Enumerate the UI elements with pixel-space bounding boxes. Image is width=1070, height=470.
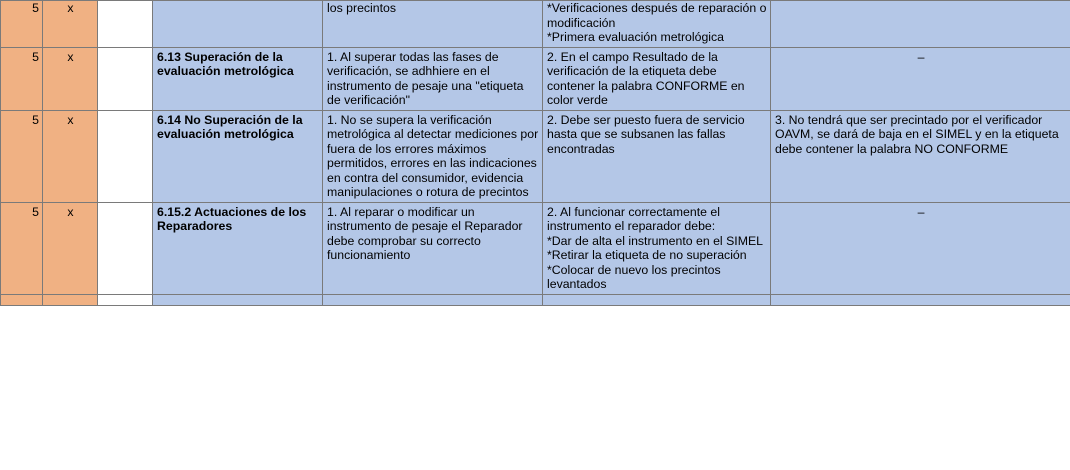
table-row bbox=[1, 47, 1070, 110]
row-col1: 1. No se supera la verificación metrológica al detectar mediciones por fuera de los errores máximos permitidos, errores en las indicaciones en contra del consumidor, evidencia manipulaciones o rotura de precintos bbox=[327, 112, 539, 199]
row-number: 5 bbox=[32, 112, 39, 127]
row-mark-cell bbox=[43, 110, 98, 202]
row-col2-cell bbox=[543, 110, 771, 202]
row-number: 5 bbox=[32, 1, 39, 15]
row-mark: x bbox=[67, 49, 74, 64]
row-blank-cell bbox=[98, 294, 153, 305]
row-concept: 6.13 Superación de la evaluación metrológica bbox=[157, 49, 294, 78]
row-col1-cell bbox=[323, 47, 543, 110]
row-number-cell bbox=[1, 110, 43, 202]
row-col2-cell bbox=[543, 1, 771, 48]
row-number-cell bbox=[1, 202, 43, 294]
row-mark: x bbox=[67, 112, 74, 127]
row-number-cell bbox=[1, 1, 43, 48]
row-concept: 6.15.2 Actuaciones de los Reparadores bbox=[157, 204, 307, 233]
table-row bbox=[1, 1, 1070, 48]
row-col2-cell bbox=[543, 294, 771, 305]
row-col2: 2. Debe ser puesto fuera de servicio hasta que se subsanen las fallas encontradas bbox=[547, 112, 745, 156]
row-col3-cell bbox=[771, 47, 1070, 110]
row-concept-cell bbox=[153, 47, 323, 110]
row-blank-cell bbox=[98, 1, 153, 48]
table-row bbox=[1, 294, 1070, 305]
row-number: 5 bbox=[32, 49, 39, 64]
row-blank-cell bbox=[98, 47, 153, 110]
row-concept-cell bbox=[153, 294, 323, 305]
row-col3-cell bbox=[771, 1, 1070, 48]
row-concept-cell bbox=[153, 110, 323, 202]
row-col2: 2. Al funcionar correctamente el instrumento el reparador debe: *Dar de alta el instrumento en el SIMEL *Retirar la etiqueta de no superación *Colocar de nuevo los precintos levantados bbox=[547, 204, 763, 291]
row-mark: x bbox=[67, 204, 74, 219]
row-col3-cell bbox=[771, 202, 1070, 294]
row-number-cell bbox=[1, 294, 43, 305]
row-col1-cell bbox=[323, 1, 543, 48]
row-mark-cell bbox=[43, 47, 98, 110]
table-row bbox=[1, 202, 1070, 294]
row-concept-cell bbox=[153, 202, 323, 294]
row-concept-cell bbox=[153, 1, 323, 48]
row-col1-cell bbox=[323, 202, 543, 294]
row-concept: 6.14 No Superación de la evaluación metrológica bbox=[157, 112, 303, 141]
row-col1-cell bbox=[323, 110, 543, 202]
row-col1: 1. Al reparar o modificar un instrumento de pesaje el Reparador debe comprobar su correcto funcionamiento bbox=[327, 204, 523, 262]
row-number-cell bbox=[1, 47, 43, 110]
row-col3-cell bbox=[771, 110, 1070, 202]
row-col3: – bbox=[917, 204, 925, 219]
row-col3: 3. No tendrá que ser precintado por el verificador OAVM, se dará de baja en el SIMEL y en la etiqueta debe contener la palabra NO CONFORME bbox=[775, 112, 1059, 156]
row-mark: x bbox=[67, 1, 74, 15]
row-col2: 2. En el campo Resultado de la verificación de la etiqueta debe contener la palabra CONFORME en color verde bbox=[547, 49, 745, 107]
row-col2-cell bbox=[543, 47, 771, 110]
row-blank-cell bbox=[98, 110, 153, 202]
row-col3-cell bbox=[771, 294, 1070, 305]
row-mark-cell bbox=[43, 294, 98, 305]
row-mark-cell bbox=[43, 1, 98, 48]
row-mark-cell bbox=[43, 202, 98, 294]
row-col1: los precintos bbox=[327, 1, 397, 15]
row-col1-cell bbox=[323, 294, 543, 305]
row-number: 5 bbox=[32, 204, 39, 219]
row-col3: – bbox=[917, 49, 925, 64]
row-col1: 1. Al superar todas las fases de verificación, se adhhiere en el instrumento de pesaje una "etiqueta de verificación" bbox=[327, 49, 524, 107]
row-col2-cell bbox=[543, 202, 771, 294]
row-blank-cell bbox=[98, 202, 153, 294]
table-row bbox=[1, 110, 1070, 202]
row-col2: *Verificaciones después de reparación o modificación *Primera evaluación metrológica bbox=[547, 1, 767, 44]
